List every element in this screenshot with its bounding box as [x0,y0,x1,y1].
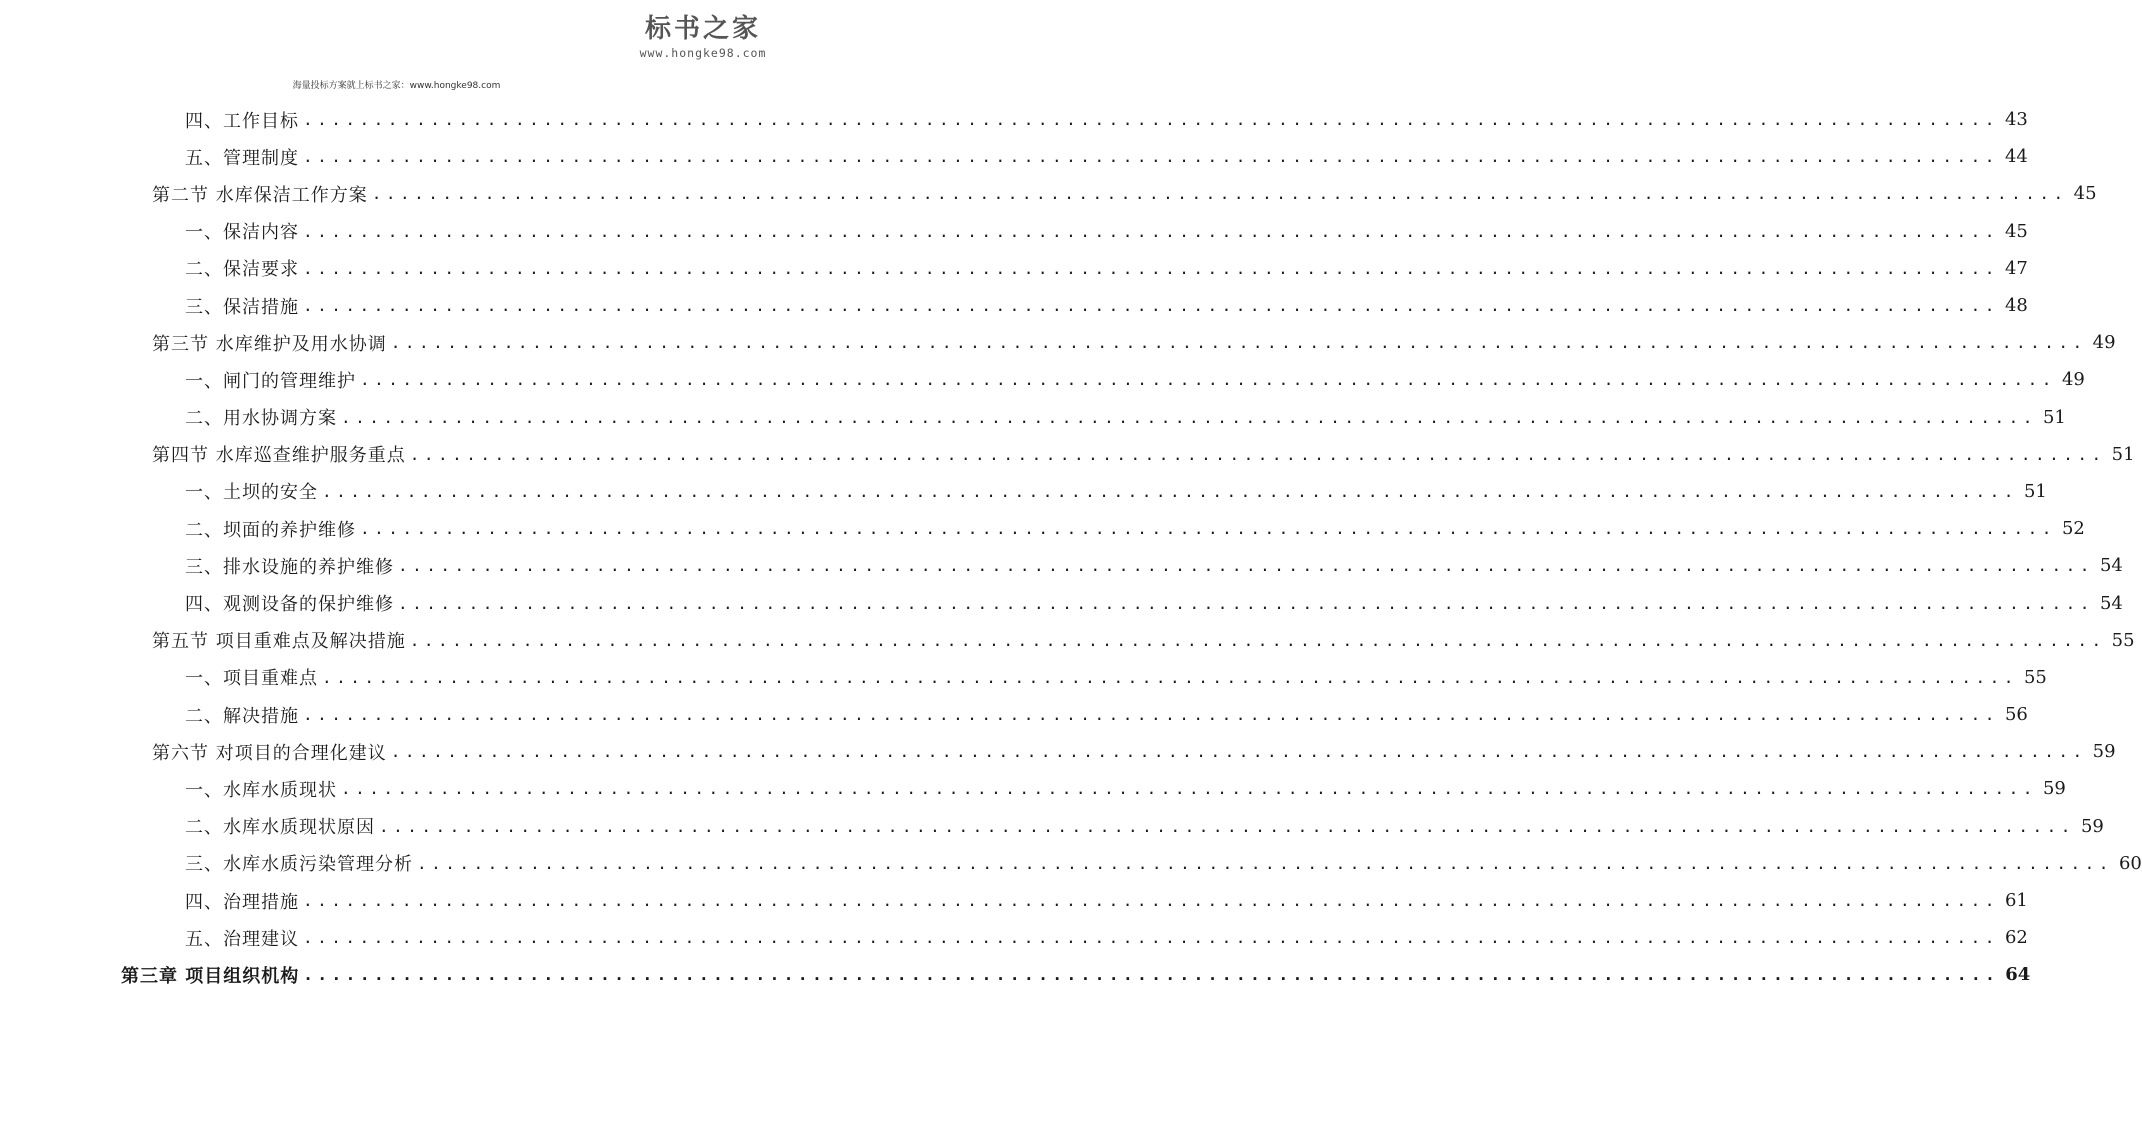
toc-section-entry[interactable] [0,175,2097,212]
toc-entry-title: 一、项目重难点 [185,668,318,690]
toc-page-number: 52 [2061,518,2085,540]
toc-dot-leader: ........................................................................................................................ [390,742,2087,762]
toc-section-entry[interactable] [0,324,2116,361]
toc-entry-title: 二、坝面的养护维修 [185,519,356,541]
toc-chapter-entry[interactable] [0,956,2031,993]
toc-entry-title: 二、用水协调方案 [185,408,337,430]
toc-page-number: 55 [2023,666,2047,688]
toc-subsection-entry[interactable] [0,473,2047,510]
header-note: 海量投标方案就上标书之家：www.hongke98.com [292,81,501,91]
toc-entry-title: 三、水库水质污染管理分析 [185,854,413,876]
toc-dot-leader: ........................................................................................................................ [303,258,1999,278]
toc-section-entry[interactable] [0,436,2135,473]
toc-dot-leader: ........................................................................................................................ [360,519,2056,539]
toc-entry-title: 第六节 对项目的合理化建议 [152,742,387,764]
toc-page-number: 62 [2004,927,2028,949]
toc-subsection-entry[interactable] [0,919,2028,956]
toc-subsection-entry[interactable] [0,213,2028,250]
toc-entry-title: 五、管理制度 [185,147,299,169]
toc-page-number: 60 [2118,852,2142,874]
toc-page-number: 59 [2042,778,2066,800]
toc-subsection-entry[interactable] [0,808,2104,845]
toc-dot-leader: ........................................................................................................................ [322,667,2018,687]
toc-dot-leader: ........................................................................................................................ [303,965,2000,985]
toc-subsection-entry[interactable] [0,287,2028,324]
toc-subsection-entry[interactable] [0,882,2028,919]
toc-page-number: 51 [2042,406,2066,428]
toc-dot-leader: ........................................................................................................................ [322,481,2018,501]
toc-entry-title: 第四节 水库巡查维护服务重点 [152,445,406,467]
toc-dot-leader: ........................................................................................................................ [303,891,1999,911]
toc-entry-title: 三、排水设施的养护维修 [185,556,394,578]
toc-dot-leader: ........................................................................................................................ [390,333,2087,353]
toc-subsection-entry[interactable] [0,361,2085,398]
toc-page-number: 55 [2111,629,2135,651]
toc-page-number: 56 [2004,704,2028,726]
toc-dot-leader: ........................................................................................................................ [398,556,2094,576]
toc-page-number: 47 [2004,257,2028,279]
toc-dot-leader: ........................................................................................................................ [371,184,2068,204]
toc-subsection-entry[interactable] [0,399,2066,436]
toc-dot-leader: ........................................................................................................................ [341,407,2037,427]
toc-subsection-entry[interactable] [0,250,2028,287]
toc-entry-title: 第三节 水库维护及用水协调 [152,333,387,355]
toc-subsection-entry[interactable] [0,845,2142,882]
toc-subsection-entry[interactable] [0,547,2123,584]
toc-dot-leader: ........................................................................................................................ [360,370,2056,390]
toc-page-number: 61 [2004,890,2028,912]
table-of-contents [0,101,2142,994]
toc-dot-leader: ........................................................................................................................ [409,630,2106,650]
toc-subsection-entry[interactable] [0,659,2047,696]
toc-entry-title: 三、保洁措施 [185,296,299,318]
toc-page-number: 64 [2005,964,2031,986]
toc-dot-leader: ........................................................................................................................ [417,853,2113,873]
toc-entry-title: 二、水库水质现状原因 [185,817,375,839]
toc-entry-title: 四、观测设备的保护维修 [185,594,394,616]
toc-subsection-entry[interactable] [0,584,2123,621]
toc-page-number: 51 [2023,480,2047,502]
toc-dot-leader: ........................................................................................................................ [303,705,1999,725]
toc-page-number: 43 [2004,109,2028,131]
toc-page-number: 54 [2099,592,2123,614]
toc-entry-title: 二、解决措施 [185,705,299,727]
toc-entry-title: 第五节 项目重难点及解决措施 [152,631,406,653]
toc-page-number: 59 [2080,815,2104,837]
toc-subsection-entry[interactable] [0,510,2085,547]
toc-entry-title: 五、治理建议 [185,928,299,950]
toc-subsection-entry[interactable] [0,138,2028,175]
toc-entry-title: 一、水库水质现状 [185,779,337,801]
toc-page-number: 45 [2004,220,2028,242]
toc-page-number: 49 [2092,332,2116,354]
logo-name: 标书之家 [644,14,761,44]
toc-dot-leader: ........................................................................................................................ [341,779,2037,799]
toc-dot-leader: ........................................................................................................................ [398,593,2094,613]
toc-entry-title: 四、治理措施 [185,891,299,913]
logo-url: www.hongke98.com [639,46,767,60]
toc-dot-leader: ........................................................................................................................ [303,110,1999,130]
toc-entry-title: 一、土坝的安全 [185,482,318,504]
toc-entry-title: 第二节 水库保洁工作方案 [152,184,368,206]
toc-dot-leader: ........................................................................................................................ [409,444,2106,464]
toc-dot-leader: ........................................................................................................................ [303,928,1999,948]
toc-entry-title: 一、保洁内容 [185,222,299,244]
toc-page-number: 48 [2004,295,2028,317]
toc-page-number: 44 [2004,146,2028,168]
toc-page-number: 54 [2099,555,2123,577]
toc-entry-title: 第三章 项目组织机构 [121,965,300,987]
toc-dot-leader: ........................................................................................................................ [303,147,1999,167]
toc-subsection-entry[interactable] [0,696,2028,733]
toc-page-number: 45 [2073,183,2097,205]
toc-entry-title: 一、闸门的管理维护 [185,370,356,392]
toc-page-number: 59 [2092,741,2116,763]
toc-page-number: 51 [2111,443,2135,465]
toc-dot-leader: ........................................................................................................................ [303,296,1999,316]
toc-subsection-entry[interactable] [0,101,2028,138]
toc-dot-leader: ........................................................................................................................ [303,221,1999,241]
toc-entry-title: 四、工作目标 [185,110,299,132]
toc-dot-leader: ........................................................................................................................ [379,816,2075,836]
toc-page-number: 49 [2061,369,2085,391]
site-logo [633,14,773,60]
toc-section-entry[interactable] [0,733,2116,770]
toc-entry-title: 二、保洁要求 [185,259,299,281]
toc-subsection-entry[interactable] [0,770,2066,807]
toc-section-entry[interactable] [0,622,2135,659]
